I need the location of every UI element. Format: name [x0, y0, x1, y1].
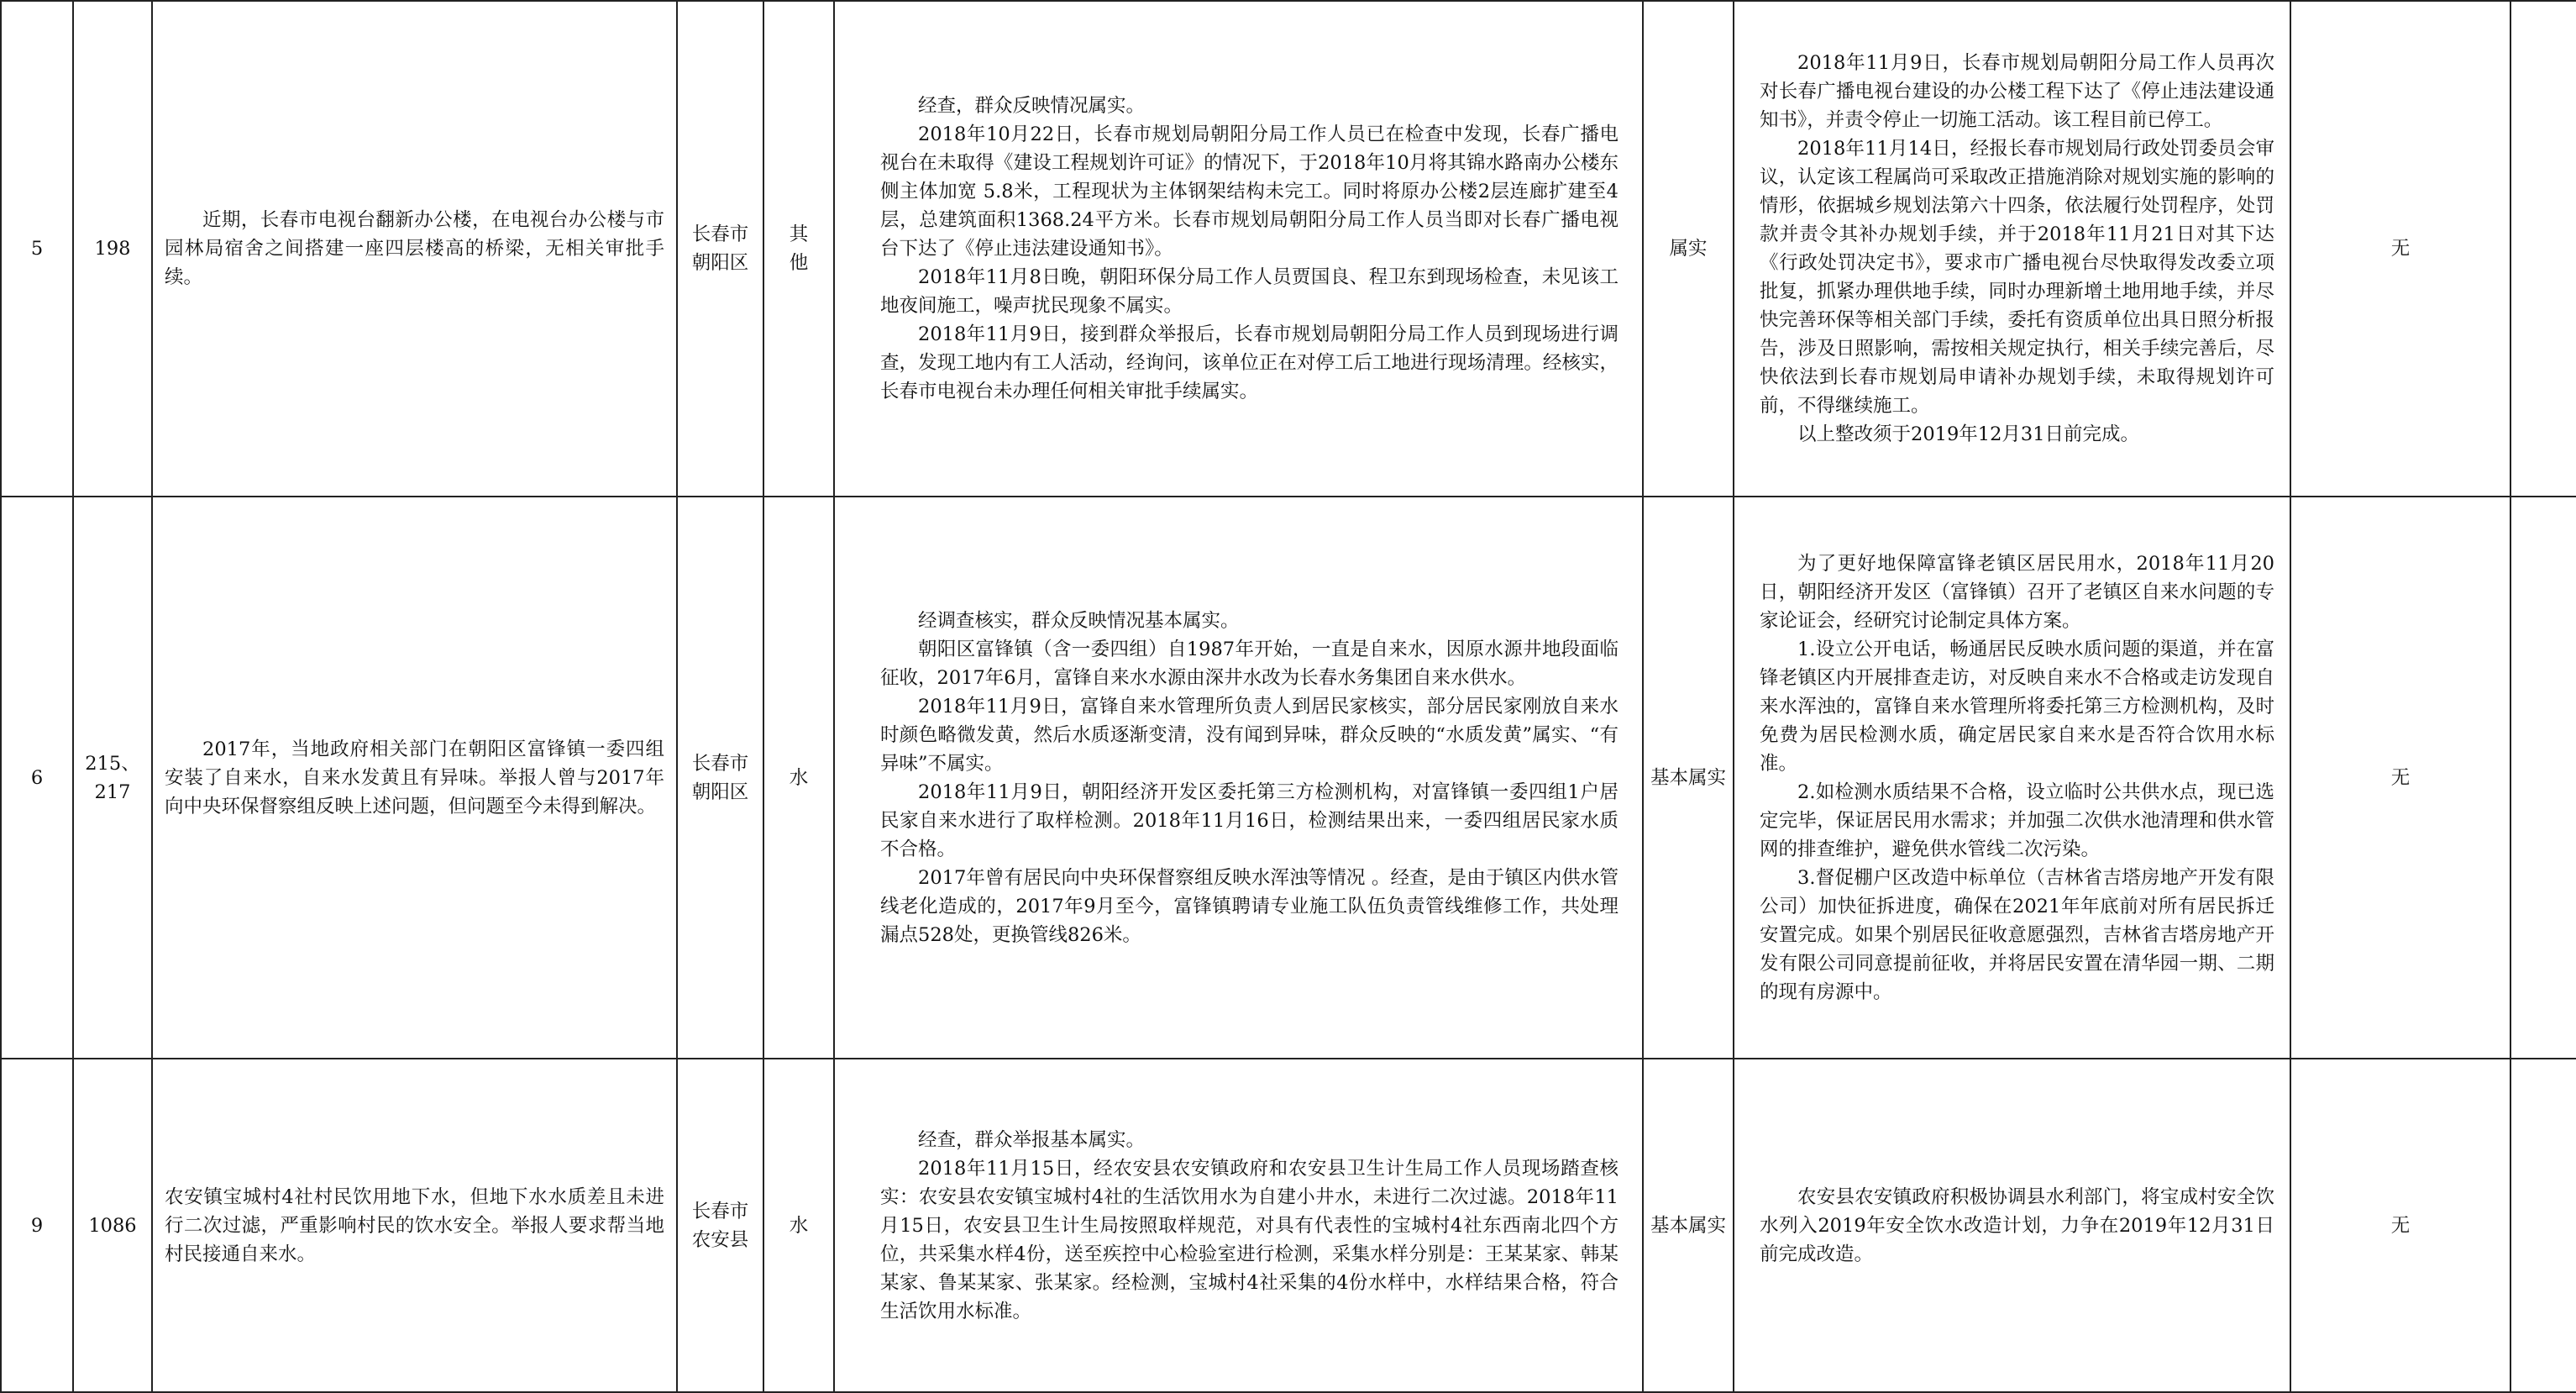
- findings-paragraph: 2018年10月22日，长春市规划局朝阳分局工作人员已在检查中发现，长春广播电视台在未取得《建设工程规划许可证》的情况下，于2018年10月将其锦水路南办公楼东侧主体加宽 5.8米，工程现状为主体钢架结构未完工。同时将原办公楼2层连廊扩建至4层，总建筑面积1368.24平方米。长春市规划局朝阳分局工作人员当即对长春广播电视台下达了《停止违法建设通知书》。: [880, 124, 1619, 260]
- rectification-cell: [1734, 1, 2290, 497]
- findings-paragraph: 2017年曾有居民向中央环保督察组反映水浑浊等情况 。经查，是由于镇区内供水管线老化造成的，2017年9月至今，富锋镇聘请专业施工队伍负责管线维修工作，共处理漏点528处，更换管线826米。: [880, 866, 1619, 946]
- findings-cell: [834, 497, 1643, 1059]
- seq-cell: 9: [1, 1059, 73, 1392]
- findings-paragraph: 2018年11月9日，朝阳经济开发区委托第三方检测机构，对富锋镇一委四组1户居民家自来水进行了取样检测。2018年11月16日，检测结果出来，一委四组居民家水质不合格。: [880, 781, 1619, 860]
- area-cell: [677, 1059, 763, 1392]
- rectification-paragraph: 农安县农安镇政府积极协调县水利部门，将宝成村安全饮水列入2019年安全饮水改造计划，力争在2019年12月31日前完成改造。: [1760, 1185, 2274, 1265]
- area-district: 朝阳区: [691, 781, 749, 803]
- remark-cell: [2510, 1, 2576, 497]
- area-city: 长春市: [691, 752, 749, 775]
- complaint-cell: [152, 497, 677, 1059]
- table-row: [1, 1059, 2576, 1392]
- verdict-cell: 基本属实: [1643, 1059, 1734, 1392]
- rectification-paragraph: 2018年11月14日，经报长春市规划局行政处罚委员会审议，认定该工程属尚可采取改正措施消除对规划实施的影响的情形，依据城乡规划法第六十四条，依法履行处罚程序，处罚款并责令其补办规划手续，并于2018年11月21日对其下达《行政处罚决定书》，要求市广播电视台尽快取得发改委立项批复，抓紧办理供地手续，同时办理新增土地用地手续，并尽快完善环保等相关部门手续，委托有资质单位出具日照分析报告，涉及日照影响，需按相关规定执行，相关手续完善后，尽快依法到长春市规划局申请补办规划手续，未取得规划许可前，不得继续施工。: [1760, 138, 2274, 417]
- complaint-cell: [152, 1059, 677, 1392]
- findings-paragraph: 2018年11月8日晚，朝阳环保分局工作人员贾国良、程卫东到现场检查，未见该工地夜间施工，噪声扰民现象不属实。: [880, 266, 1619, 317]
- findings-paragraph: 2018年11月9日，接到群众举报后，长春市规划局朝阳分局工作人员到现场进行调查，发现工地内有工人活动，经询问，该单位正在对停工后工地进行现场清理。经核实，长春市电视台未办理任何相关审批手续属实。: [880, 323, 1619, 402]
- area-district: 朝阳区: [691, 252, 749, 274]
- findings-paragraph: 2018年11月9日，富锋自来水管理所负责人到居民家核实，部分居民家刚放自来水时颜色略微发黄，然后水质逐渐变清，没有闻到异味，群众反映的“水质发黄”属实、“有异味”不属实。: [880, 695, 1619, 775]
- findings-cell: [834, 1, 1643, 497]
- complaint-cell: [152, 1, 677, 497]
- area-district: 农安县: [691, 1228, 749, 1251]
- seq-cell: 6: [1, 497, 73, 1059]
- remark-cell: [2510, 497, 2576, 1059]
- findings-paragraph: 朝阳区富锋镇（含一委四组）自1987年开始，一直是自来水，因原水源井地段面临征收，2017年6月，富锋自来水水源由深井水改为长春水务集团自来水供水。: [880, 638, 1619, 689]
- case-number-line-2: 217: [94, 781, 131, 803]
- findings-paragraph: 经查，群众举报基本属实。: [918, 1128, 1146, 1151]
- type-cell: 水: [763, 1059, 834, 1392]
- type-line-2: 他: [789, 252, 809, 274]
- accountability-cell: 无: [2290, 1059, 2510, 1392]
- rectification-paragraph: 2018年11月9日，长春市规划局朝阳分局工作人员再次对长春广播电视台建设的办公楼工程下达了《停止违法建设通知书》，并责令停止一切施工活动。该工程目前已停工。: [1760, 52, 2274, 131]
- findings-paragraph: 2018年11月15日，经农安县农安镇政府和农安县卫生计生局工作人员现场踏查核实：农安县农安镇宝城村4社的生活饮用水为自建小井水，未进行二次过滤。2018年11月15日，农安县卫生计生局按照取样规范，对具有代表性的宝城村4社东西南北四个方位，共采集水样4份，送至疾控中心检验室进行检测，采集水样分别是：王某某家、韩某某家、鲁某某家、张某家。经检测，宝城村4社采集的4份水样中，水样结果合格，符合生活饮用水标准。: [880, 1157, 1619, 1322]
- rectification-paragraph: 1.设立公开电话，畅通居民反映水质问题的渠道，并在富锋老镇区内开展排查走访，对反映自来水不合格或走访发现自来水浑浊的，富锋自来水管理所将委托第三方检测机构，及时免费为居民检测水质，确定居民家自来水是否符合饮用水标准。: [1760, 638, 2274, 775]
- rectification-paragraph: 为了更好地保障富锋老镇区居民用水，2018年11月20日，朝阳经济开发区（富锋镇）召开了老镇区自来水问题的专家论证会，经研究讨论制定具体方案。: [1760, 552, 2274, 632]
- type-cell: 水: [763, 497, 834, 1059]
- seq-cell: 5: [1, 1, 73, 497]
- table-row: [1, 1, 2576, 497]
- rectification-paragraph: 2.如检测水质结果不合格，设立临时公共供水点，现已选定完毕，保证居民用水需求；并加强二次供水池清理和供水管网的排查维护，避免供水管线二次污染。: [1760, 781, 2274, 860]
- case-number-cell: [73, 497, 152, 1059]
- area-city: 长春市: [691, 223, 749, 245]
- case-number-cell: 1086: [73, 1059, 152, 1392]
- verdict-cell: 基本属实: [1643, 497, 1734, 1059]
- area-cell: [677, 1, 763, 497]
- complaint-text: 近期，长春市电视台翻新办公楼，在电视台办公楼与市园林局宿舍之间搭建一座四层楼高的桥梁，无相关审批手续。: [165, 209, 664, 288]
- type-cell: [763, 1, 834, 497]
- table-row: [1, 497, 2576, 1059]
- complaint-text: 农安镇宝城村4社村民饮用地下水，但地下水水质差且未进行二次过滤，严重影响村民的饮水安全。举报人要求帮当地村民接通自来水。: [165, 1185, 664, 1265]
- rectification-cell: [1734, 1059, 2290, 1392]
- area-cell: [677, 497, 763, 1059]
- area-city: 长春市: [691, 1200, 749, 1222]
- findings-paragraph: 经查，群众反映情况属实。: [918, 95, 1146, 117]
- verdict-cell: 属实: [1643, 1, 1734, 497]
- findings-paragraph: 经调查核实，群众反映情况基本属实。: [918, 609, 1240, 632]
- rectification-paragraph: 3.督促棚户区改造中标单位（吉林省吉塔房地产开发有限公司）加快征拆进度，确保在2021年年底前对所有居民拆迁安置完成。如果个别居民征收意愿强烈，吉林省吉塔房地产开发有限公司同意提前征收，并将居民安置在清华园一期、二期的现有房源中。: [1760, 866, 2274, 1003]
- rectification-cell: [1734, 497, 2290, 1059]
- remark-cell: [2510, 1059, 2576, 1392]
- rectification-paragraph: 以上整改须于2019年12月31日前完成。: [1797, 423, 2140, 445]
- complaint-text: 2017年，当地政府相关部门在朝阳区富锋镇一委四组安装了自来水，自来水发黄且有异味。举报人曾与2017年向中央环保督察组反映上述问题，但问题至今未得到解决。: [165, 738, 664, 817]
- findings-cell: [834, 1059, 1643, 1392]
- case-number-line-1: 215、: [85, 752, 140, 775]
- case-number-cell: 198: [73, 1, 152, 497]
- type-line-1: 其: [789, 223, 809, 245]
- accountability-cell: 无: [2290, 497, 2510, 1059]
- accountability-cell: 无: [2290, 1, 2510, 497]
